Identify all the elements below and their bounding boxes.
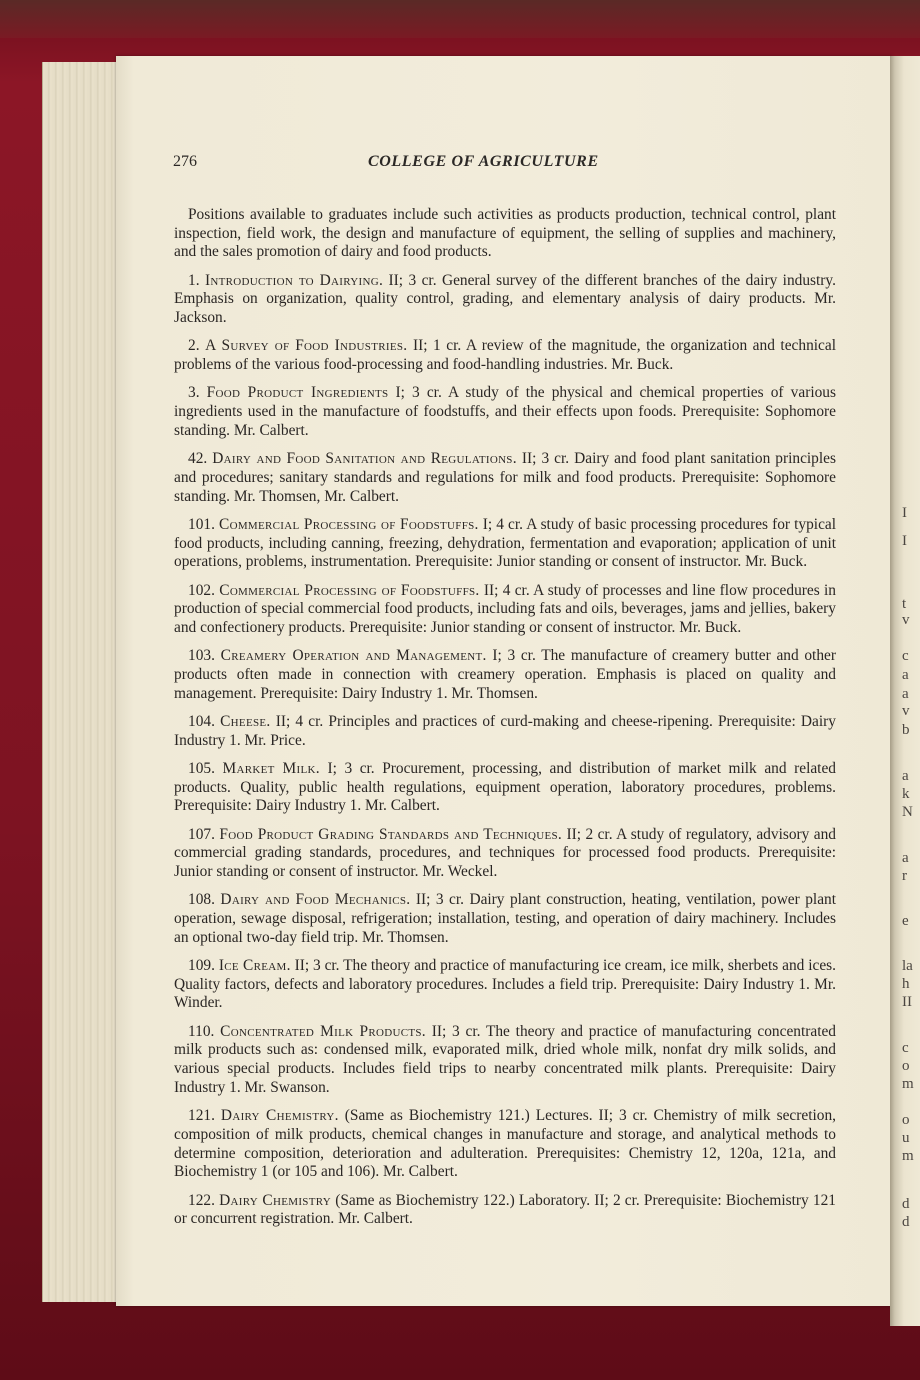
- course-description: I; 3 cr. Procurement, processing, and distribution of market milk and related products. Quality, public health regulations, equipment operation, laboratory procedures, problems. Prerequisite: Dairy Industry 1. Mr. Calbert.: [174, 759, 836, 815]
- facing-fragment: t: [902, 596, 907, 612]
- course-entry: [174, 1023, 836, 1098]
- course-number: 101.: [188, 515, 215, 533]
- course-title: Food Product Ingredients: [206, 384, 389, 402]
- course-number: 107.: [188, 825, 215, 843]
- facing-fragment: N: [902, 804, 913, 820]
- course-entry: [174, 272, 836, 328]
- course-title: Market Milk.: [222, 759, 320, 777]
- course-description: II; 3 cr. The theory and practice of manufacturing concentrated milk products such as: condensed milk, evaporated milk, dried whole milk, nonfat dry milk solids, and various special products. Includes field trips to nearby concentrated milk plants. Prerequisite: Dairy Industry 1. Mr. Swanson.: [174, 1022, 837, 1096]
- course-description: II; 4 cr. A study of processes and line flow procedures in production of special commercial food products, including fats and oils, beverages, jams and jellies, bakery and confectionery products. Prerequisite: Junior standing or consent of instructor. Mr. Buck.: [174, 581, 836, 636]
- facing-fragment: I: [902, 505, 907, 521]
- facing-fragment: k: [902, 786, 910, 802]
- page-body: [174, 206, 836, 1239]
- page-number: 276: [173, 153, 197, 170]
- course-title: Commercial Processing of Foodstuffs.: [219, 515, 479, 533]
- course-number: 104.: [188, 712, 215, 730]
- course-title: Creamery Operation and Management.: [220, 647, 487, 665]
- course-number: 109.: [188, 957, 215, 975]
- course-number: 1.: [188, 271, 200, 289]
- facing-fragment: e: [902, 913, 909, 929]
- course-entry: [174, 1107, 836, 1182]
- page-edges: [42, 62, 119, 1302]
- course-description: (Same as Biochemistry 121.) Lectures. II; 3 cr. Chemistry of milk secretion, composition of milk products, chemical changes in manufacture and storage, and analytical methods to determine composition, deterioration and adulteration. Prerequisites: Chemistry 12, 120a, 121a, and Biochemistry 1 (or 105 and 106). Mr. Calbert.: [174, 1107, 836, 1181]
- course-number: 105.: [188, 759, 215, 777]
- intro-paragraph: Positions available to graduates include such activities as products production, technical control, plant inspection, field work, the design and manufacture of equipment, the selling of supplies and machinery, and the sales promotion of dairy and food products.: [174, 206, 836, 261]
- course-description: II; 2 cr. A study of regulatory, advisory and commercial grading standards, procedures, and techniques for processed food products. Prerequisite: Junior standing or consent of instructor. Mr. Weckel.: [174, 825, 836, 881]
- course-title: Dairy Chemistry: [219, 1191, 332, 1209]
- course-title: Introduction to Dairying.: [204, 271, 384, 289]
- facing-fragment: a: [902, 667, 909, 683]
- facing-fragment: d: [902, 1196, 910, 1212]
- facing-fragment: m: [902, 1148, 914, 1164]
- facing-fragment: r: [902, 868, 907, 884]
- course-number: 121.: [188, 1107, 215, 1125]
- course-entry: [174, 450, 836, 506]
- course-description: II; 3 cr. Dairy plant construction, heating, ventilation, power plant operation, sewage disposal, refrigeration; installation, testing, and operation of dairy machinery. Includes an optional two-day field trip. Mr. Thomsen.: [174, 891, 836, 946]
- course-number: 110.: [188, 1022, 215, 1040]
- course-description: II; 3 cr. The theory and practice of manufacturing ice cream, ice milk, sherbets and ices. Quality factors, defects and laboratory procedures. Includes a field trip. Prerequisite: Dairy Industry 1. Mr. Winder.: [174, 957, 836, 1012]
- course-description: (Same as Biochemistry 122.) Laboratory. II; 2 cr. Prerequisite: Biochemistry 121 or concurrent registration. Mr. Calbert.: [174, 1191, 836, 1228]
- course-description: II; 3 cr. Dairy and food plant sanitation principles and procedures; sanitary standards and regulations for milk and food products. Prerequisite: Sophomore standing. Mr. Thomsen, Mr. Calbert.: [174, 450, 836, 505]
- course-description: II; 1 cr. A review of the magnitude, the organization and technical problems of the various food-processing and food-handling industries. Mr. Buck.: [174, 337, 836, 374]
- facing-fragment: c: [902, 648, 909, 664]
- background-surface: [0, 0, 920, 38]
- course-list: [174, 272, 836, 1229]
- facing-fragment: m: [902, 1076, 914, 1092]
- course-entry: [174, 337, 836, 374]
- facing-fragment: h: [902, 976, 910, 992]
- facing-fragment: a: [902, 686, 909, 702]
- course-number: 2.: [188, 337, 200, 355]
- course-number: 102.: [188, 581, 215, 599]
- facing-fragment: la: [902, 958, 913, 974]
- course-entry: [174, 957, 836, 1013]
- facing-fragment: II: [902, 994, 912, 1010]
- course-description: I; 3 cr. The manufacture of creamery butter and other products often made in connection with creamery operation. Emphasis is placed on quality and management. Prerequisite: Dairy Industry 1. Mr. Thomsen.: [174, 647, 836, 702]
- facing-fragment: o: [902, 1112, 910, 1128]
- facing-fragment: d: [902, 1214, 910, 1230]
- facing-fragment: a: [902, 768, 909, 784]
- course-entry: [174, 384, 836, 440]
- course-entry: [174, 760, 836, 816]
- course-title: Dairy and Food Sanitation and Regulations.: [212, 450, 517, 468]
- course-entry: [174, 1192, 836, 1229]
- facing-fragment: I: [902, 533, 907, 549]
- course-entry: [174, 891, 836, 947]
- course-entry: [174, 713, 836, 750]
- course-entry: [174, 582, 836, 638]
- course-description: II; 4 cr. Principles and practices of curd-making and cheese-ripening. Prerequisite: Dairy Industry 1. Mr. Price.: [174, 712, 836, 749]
- course-title: Food Product Grading Standards and Techniques.: [219, 825, 563, 843]
- facing-fragment: o: [902, 1058, 910, 1074]
- course-entry: [174, 826, 836, 882]
- course-number: 108.: [188, 891, 215, 909]
- course-title: Concentrated Milk Products.: [220, 1022, 426, 1040]
- facing-fragment: c: [902, 1040, 909, 1056]
- course-title: Cheese.: [220, 712, 271, 730]
- course-title: Dairy Chemistry.: [220, 1107, 339, 1125]
- course-entry: [174, 516, 836, 572]
- facing-fragment: v: [902, 703, 910, 719]
- course-title: Dairy and Food Mechanics.: [220, 891, 411, 909]
- course-title: Commercial Processing of Foodstuffs.: [219, 581, 480, 599]
- running-head: COLLEGE OF AGRICULTURE: [368, 153, 599, 170]
- course-number: 122.: [188, 1191, 215, 1209]
- facing-fragment: b: [902, 722, 910, 738]
- facing-fragment: v: [902, 612, 910, 628]
- course-number: 42.: [188, 450, 208, 468]
- course-title: Ice Cream.: [218, 957, 291, 975]
- course-description: II; 3 cr. General survey of the different branches of the dairy industry. Emphasis on organization, quality control, grading, and elementary analysis of dairy products. Mr. Jackson.: [174, 271, 836, 327]
- course-description: I; 3 cr. A study of the physical and chemical properties of various ingredients used in the manufacture of foodstuffs, and their effects upon foods. Prerequisite: Sophomore standing. Mr. Calbert.: [174, 384, 836, 439]
- facing-fragment: a: [902, 850, 909, 866]
- course-description: I; 4 cr. A study of basic processing procedures for typical food products, including canning, freezing, dehydration, fermentation and evaporation; application of unit operations, problems, instrumentation. Prerequisite: Junior standing or consent of instructor. Mr. Buck.: [174, 515, 837, 571]
- course-title: A Survey of Food Industries.: [205, 337, 408, 355]
- facing-fragment: u: [902, 1130, 910, 1146]
- course-number: 3.: [188, 384, 200, 402]
- course-entry: [174, 647, 836, 703]
- course-number: 103.: [188, 647, 215, 665]
